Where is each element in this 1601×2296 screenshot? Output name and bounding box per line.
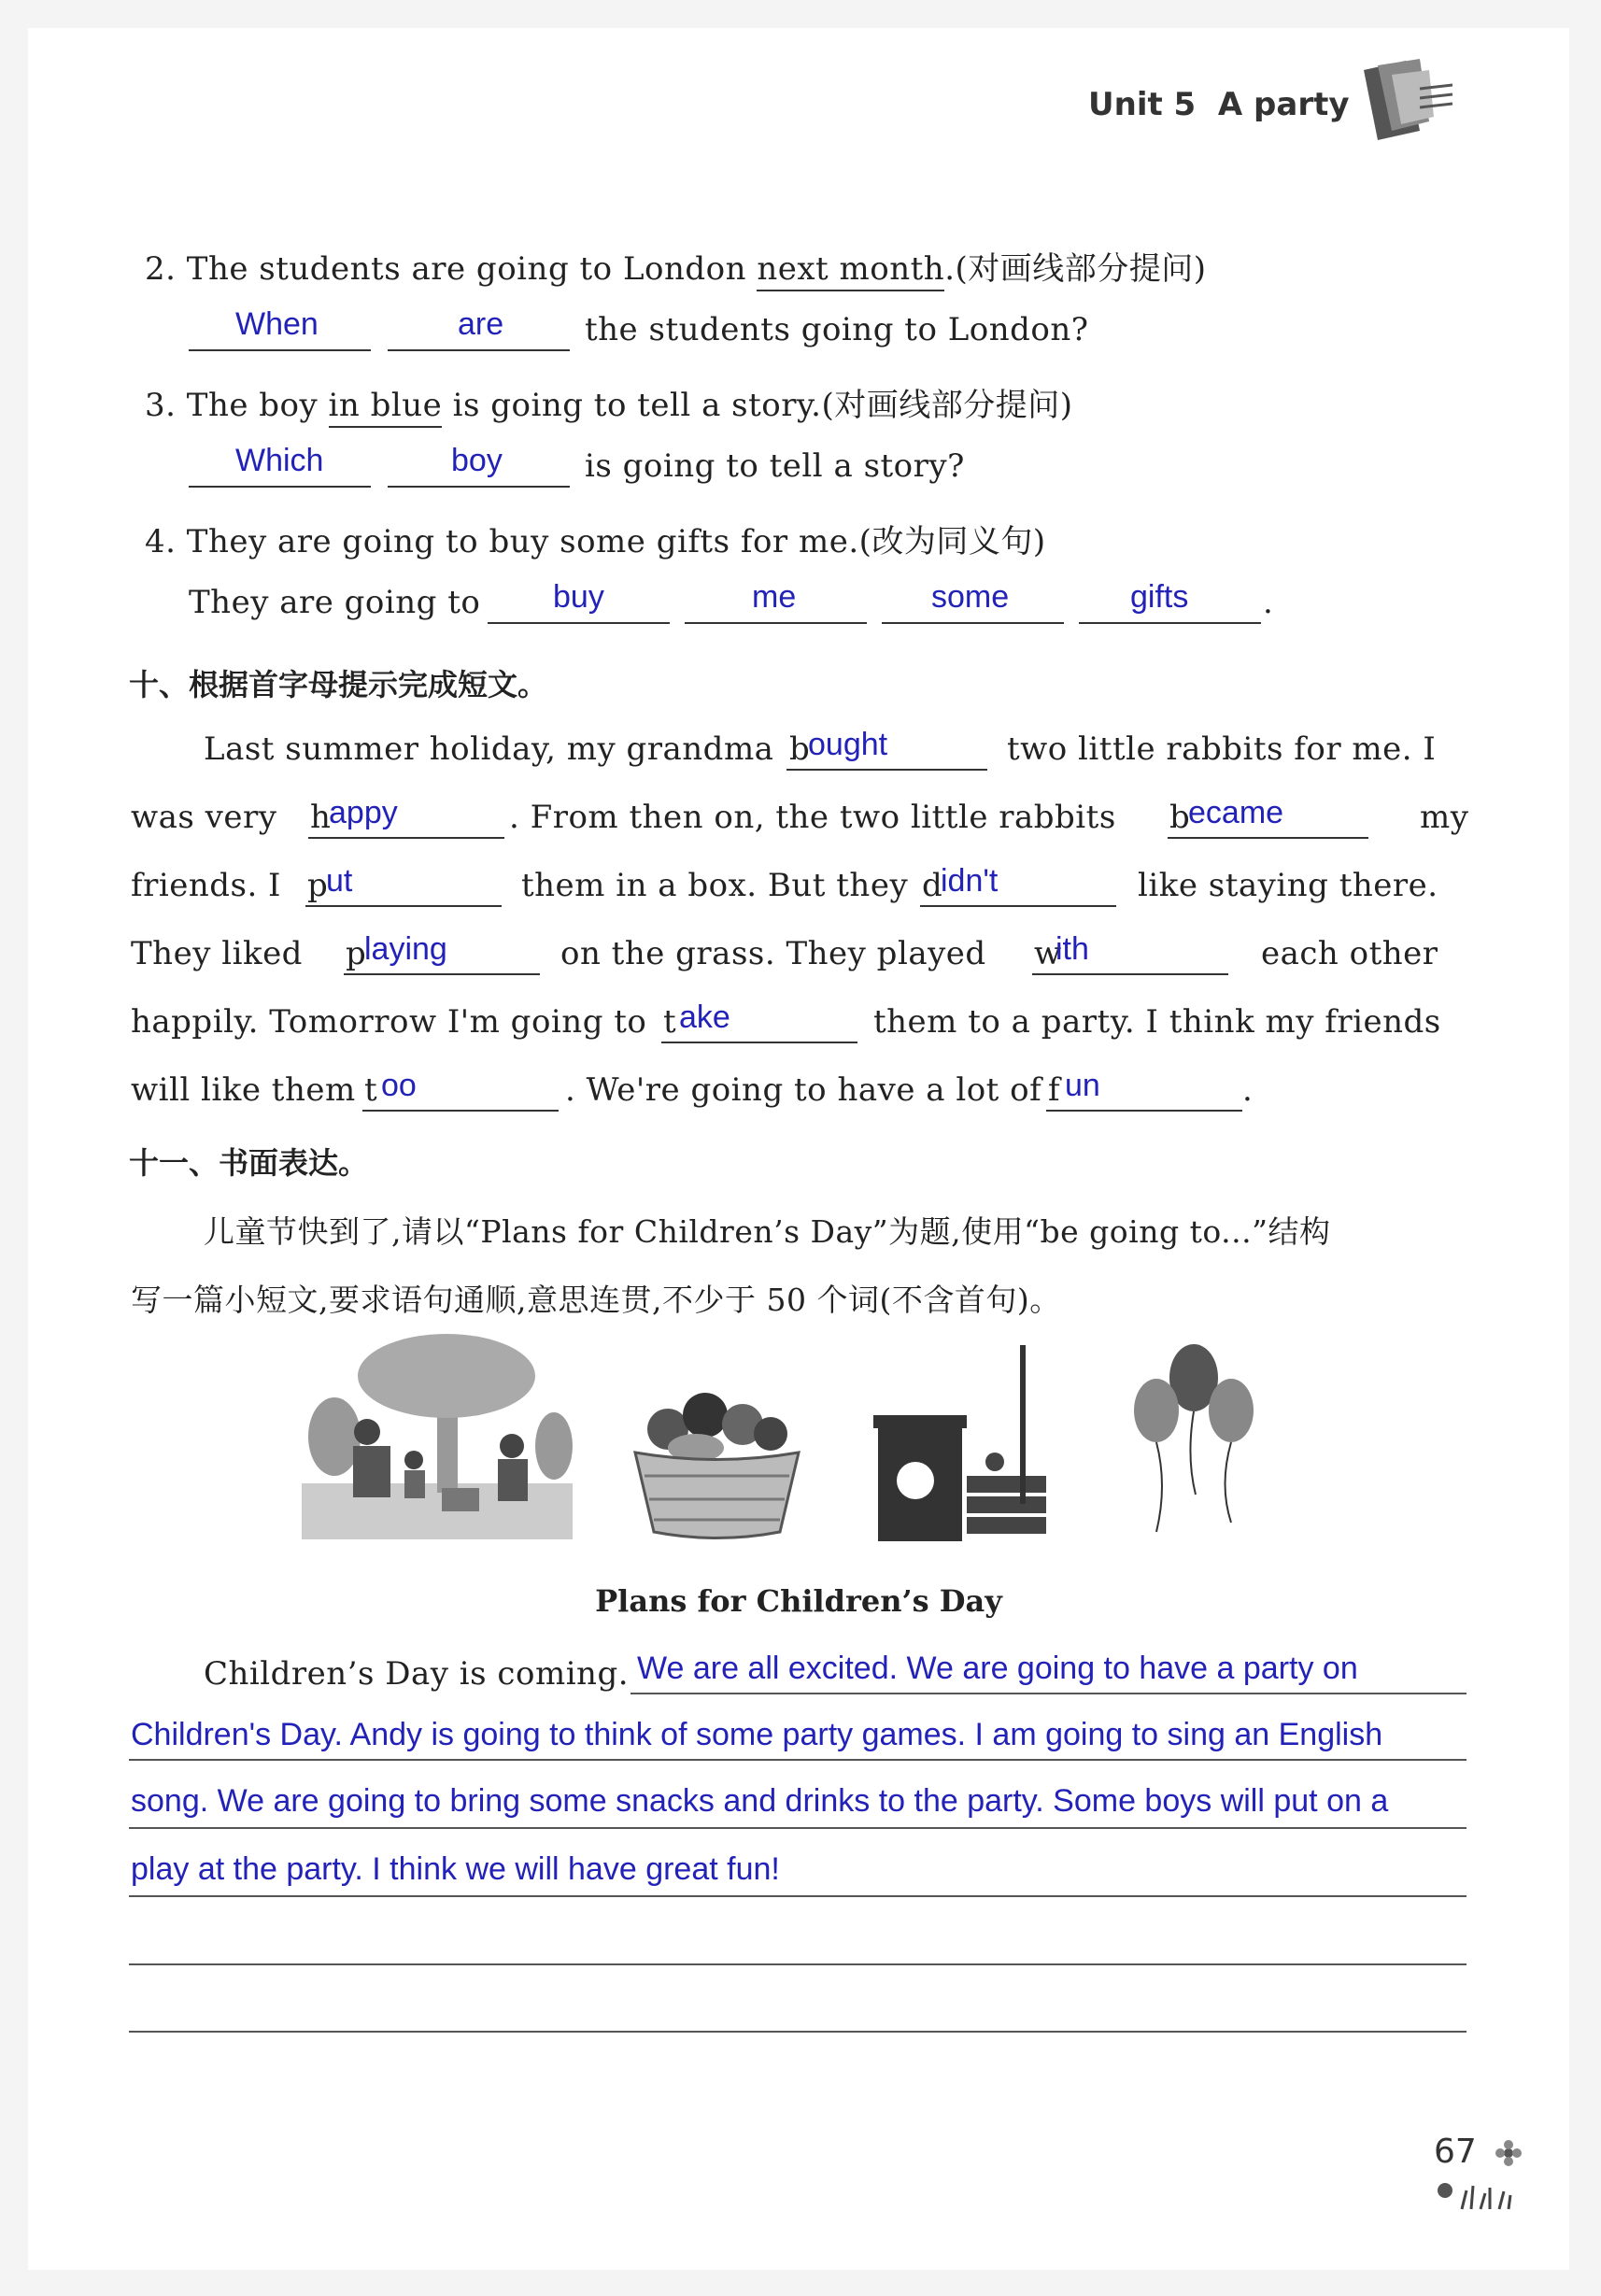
- passage-text: friends. I: [131, 867, 281, 904]
- handwritten-answer: ake: [679, 999, 730, 1035]
- answer-blank[interactable]: [1032, 973, 1228, 975]
- sentence-end: .: [1263, 584, 1274, 621]
- essay-title: Plans for Children’s Day: [595, 1583, 1002, 1619]
- handwritten-answer: some: [931, 579, 1010, 615]
- handwritten-answer: oo: [381, 1068, 417, 1103]
- essay-line: play at the party. I think we will have great fun!: [131, 1851, 780, 1887]
- answer-blank[interactable]: [388, 349, 570, 351]
- underlined-phrase: in blue: [329, 387, 443, 428]
- hint-letter: t: [364, 1071, 378, 1109]
- handwritten-answer: ecame: [1188, 795, 1284, 830]
- handwritten-answer: ith: [1056, 931, 1089, 967]
- answer-blank[interactable]: [362, 1110, 559, 1112]
- grass-decoration-icon: [1434, 2176, 1537, 2214]
- writing-line[interactable]: [129, 2031, 1466, 2033]
- question-2: [145, 243, 1207, 289]
- question-text: They are going to buy some gifts for me.(改为同义句): [186, 523, 1046, 560]
- writing-prompt: 儿童节快到了,请以“Plans for Children’s Day”为题,使用“be going to...”结构: [204, 1213, 1331, 1250]
- handwritten-answer: idn't: [941, 863, 999, 899]
- handwritten-answer: me: [752, 579, 797, 615]
- workbook-page: [28, 28, 1569, 2270]
- question-number: 4.: [145, 523, 177, 560]
- handwritten-answer: laying: [364, 931, 447, 967]
- answer-blank[interactable]: [189, 486, 371, 488]
- writing-line[interactable]: [129, 1759, 1466, 1761]
- writing-line[interactable]: [129, 1895, 1466, 1897]
- essay-line: Children's Day. Andy is going to think of some party games. I am going to sing an English: [131, 1717, 1383, 1752]
- question-3: [145, 379, 1073, 425]
- passage-text: Last summer holiday, my grandma: [204, 730, 774, 768]
- handwritten-answer: When: [235, 306, 319, 342]
- answer-blank[interactable]: [344, 973, 540, 975]
- writing-prompt: 写一篇小短文,要求语句通顺,意思连贯,不少于 50 个词(不含首句)。: [131, 1282, 1061, 1318]
- hint-letter: b: [789, 730, 811, 768]
- passage-text: each other: [1261, 935, 1438, 972]
- hint-letter: b: [1169, 799, 1191, 836]
- question-number: 3.: [145, 387, 177, 424]
- sentence-tail: the students going to London?: [585, 311, 1089, 348]
- passage-text: will like them: [131, 1071, 356, 1109]
- essay-line: song. We are going to bring some snacks and drinks to the party. Some boys will put on a: [131, 1783, 1389, 1819]
- papers-icon: [1354, 51, 1457, 154]
- section-11-title: 十一、书面表达。: [129, 1145, 369, 1181]
- passage-text: on the grass. They played: [560, 935, 986, 972]
- passage-text: my: [1420, 799, 1469, 836]
- coffee-pancakes-illustration: [869, 1336, 1056, 1546]
- writing-line[interactable]: [129, 1963, 1466, 1965]
- writing-line[interactable]: [129, 1827, 1466, 1829]
- answer-blank[interactable]: [882, 622, 1064, 624]
- question-instruction: is going to tell a story.(对画线部分提问): [442, 387, 1073, 424]
- question-text: The students are going to London: [186, 250, 758, 288]
- answer-blank[interactable]: [189, 349, 371, 351]
- handwritten-answer: are: [458, 306, 504, 342]
- handwritten-answer: ut: [326, 863, 353, 899]
- answer-blank[interactable]: [388, 486, 570, 488]
- answer-blank[interactable]: [920, 905, 1116, 907]
- answer-blank[interactable]: [685, 622, 867, 624]
- hint-letter: f: [1048, 1071, 1061, 1109]
- question-4: [145, 516, 1046, 561]
- passage-text: them in a box. But they: [521, 867, 909, 904]
- hint-letter: h: [310, 799, 332, 836]
- unit-label: Unit 5: [1088, 86, 1197, 123]
- question-number: 2.: [145, 250, 177, 288]
- passage-text: two little rabbits for me. I: [1007, 730, 1437, 768]
- answer-blank[interactable]: [1168, 837, 1368, 839]
- handwritten-answer: boy: [451, 443, 503, 478]
- page-number: 67: [1434, 2133, 1477, 2171]
- unit-title: A party: [1217, 86, 1350, 123]
- answer-blank[interactable]: [308, 837, 504, 839]
- passage-text: them to a party. I think my friends: [873, 1003, 1441, 1041]
- section-10-title: 十、根据首字母提示完成短文。: [129, 667, 548, 702]
- answer-blank[interactable]: [1046, 1110, 1242, 1112]
- handwritten-answer: appy: [329, 795, 398, 830]
- passage-text: .: [1242, 1071, 1254, 1109]
- unit-header: [1088, 86, 1350, 123]
- passage-text: . We're going to have a lot of: [565, 1071, 1042, 1109]
- question-instruction: .(对画线部分提问): [944, 250, 1207, 288]
- underlined-phrase: next month: [757, 250, 944, 291]
- picnic-illustration: [302, 1334, 582, 1544]
- passage-text: . From then on, the two little rabbits: [509, 799, 1116, 836]
- handwritten-answer: un: [1065, 1068, 1100, 1103]
- passage-text: was very: [131, 799, 277, 836]
- balloons-illustration: [1130, 1336, 1261, 1546]
- sentence-lead: They are going to: [189, 584, 481, 621]
- hint-letter: w: [1034, 935, 1062, 972]
- answer-blank[interactable]: [786, 769, 987, 771]
- sentence-tail: is going to tell a story?: [585, 447, 965, 485]
- answer-blank[interactable]: [305, 905, 502, 907]
- question-text: The boy: [186, 387, 329, 424]
- hint-letter: d: [922, 867, 943, 904]
- handwritten-answer: Which: [235, 443, 324, 478]
- essay-start: Children’s Day is coming.: [204, 1655, 630, 1693]
- fruit-basket-illustration: [626, 1378, 808, 1546]
- handwritten-answer: gifts: [1130, 579, 1189, 615]
- hint-letter: p: [307, 867, 329, 904]
- hint-letter: p: [346, 935, 367, 972]
- writing-line[interactable]: [630, 1693, 1466, 1694]
- passage-text: happily. Tomorrow I'm going to: [131, 1003, 647, 1041]
- hint-letter: t: [663, 1003, 677, 1041]
- essay-line: We are all excited. We are going to have a party on: [637, 1651, 1358, 1686]
- handwritten-answer: buy: [553, 579, 604, 615]
- flower-icon: [1495, 2139, 1523, 2167]
- passage-text: like staying there.: [1138, 867, 1438, 904]
- answer-blank[interactable]: [1079, 622, 1261, 624]
- answer-blank[interactable]: [661, 1042, 857, 1043]
- answer-blank[interactable]: [488, 622, 670, 624]
- passage-text: They liked: [131, 935, 303, 972]
- handwritten-answer: ought: [808, 727, 888, 762]
